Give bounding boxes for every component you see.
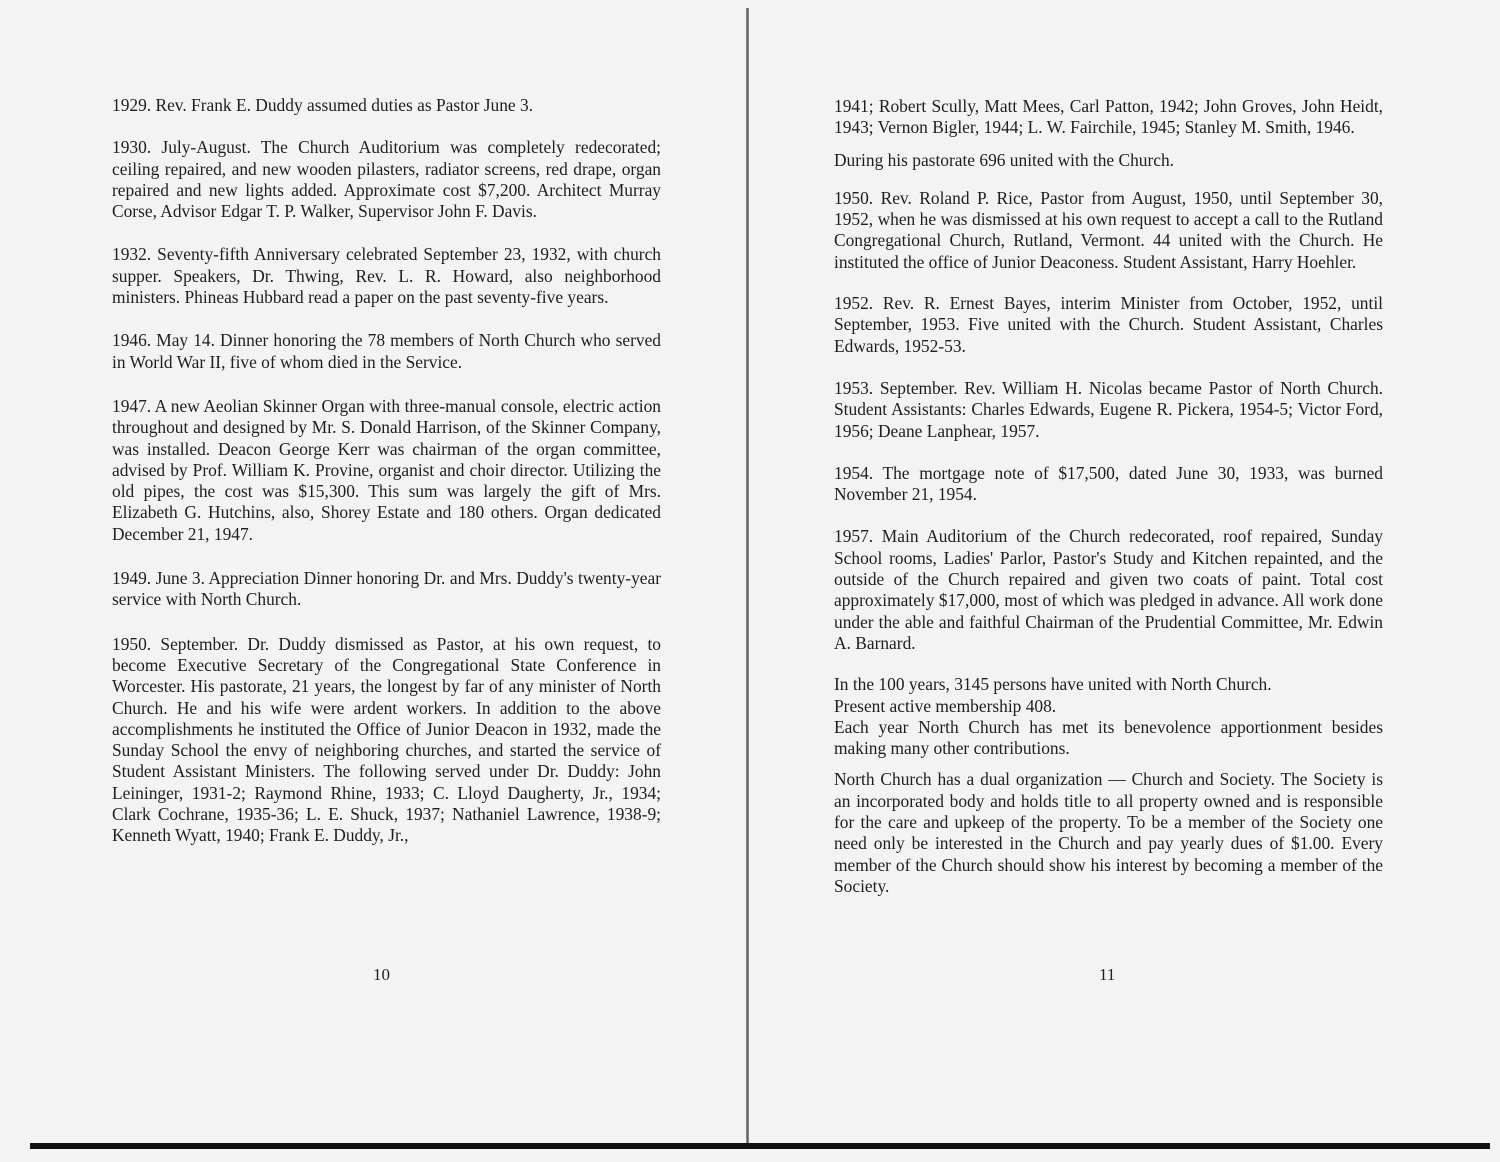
entry-1930: 1930. July-August. The Church Auditorium was completely redecorated; ceiling repaired, and new wooden pilasters, radiator screens, red drape, organ repaired and new lights added. Approximate cost $7,200. Architect Murray Corse, Advisor Edgar T. P. Walker, Supervisor John F. Davis. bbox=[112, 137, 661, 222]
bottom-edge-rule bbox=[30, 1143, 1490, 1149]
entry-dual-organization: North Church has a dual organization — Church and Society. The Society is an incorporated body and holds title to all property owned and is responsible for the care and upkeep of the property. To be a member of the Society one need only be interested in the Church and pay yearly dues of $1.00. Every member of the Church should show his interest by becoming a member of the Society. bbox=[834, 769, 1383, 896]
right-page-text bbox=[834, 96, 1383, 897]
stat-active-membership: Present active membership 408. bbox=[834, 695, 1057, 716]
entry-1932: 1932. Seventy-fifth Anniversary celebrated September 23, 1932, with church supper. Speakers, Dr. Thwing, Rev. L. R. Howard, also neighborhood ministers. Phineas Hubbard read a paper on the past seventy-five years. bbox=[112, 244, 661, 308]
entry-1954: 1954. The mortgage note of $17,500, dated June 30, 1933, was burned November 21, 1954. bbox=[834, 462, 1383, 505]
entry-1950-rice: 1950. Rev. Roland P. Rice, Pastor from August, 1950, until September 30, 1952, when he was dismissed at his own request to accept a call to the Rutland Congregational Church, Rutland, Vermont. 44 united with the Church. He instituted the office of Junior Deaconess. Student Assistant, Harry Hoehler. bbox=[834, 187, 1383, 272]
entry-1952: 1952. Rev. R. Ernest Bayes, interim Minister from October, 1952, until September, 1953. Five united with the Church. Student Assistant, Charles Edwards, 1952-53. bbox=[834, 293, 1383, 356]
page-number-right: 11 bbox=[1099, 965, 1116, 984]
entry-1947: 1947. A new Aeolian Skinner Organ with three-manual console, electric action throughout and designed by Mr. S. Donald Harrison, of the Skinner Company, was installed. Deacon George Kerr was chairman of the organ committee, advised by Prof. William K. Provine, organist and choir director. Utilizing the old pipes, the cost was $15,300. This sum was largely the gift of Mrs. Elizabeth G. Hutchins, also, Shorey Estate and 180 others. Organ dedicated December 21, 1947. bbox=[112, 395, 661, 544]
entry-1929: 1929. Rev. Frank E. Duddy assumed duties as Pastor June 3. bbox=[112, 95, 534, 115]
entry-1953: 1953. September. Rev. William H. Nicolas became Pastor of North Church. Student Assistants: Charles Edwards, Eugene R. Pickera, 1954-5; Victor Ford, 1956; Deane Lanphear, 1957. bbox=[834, 377, 1383, 441]
entry-1949: 1949. June 3. Appreciation Dinner honoring Dr. and Mrs. Duddy's twenty-year service with North Church. bbox=[112, 568, 661, 610]
left-page-text bbox=[112, 95, 661, 847]
stat-members-united: In the 100 years, 3145 persons have united with North Church. bbox=[834, 674, 1272, 695]
entry-continued-assistants: 1941; Robert Scully, Matt Mees, Carl Patton, 1942; John Groves, John Heidt, 1943; Vernon Bigler, 1944; L. W. Fairchile, 1945; Stanley M. Smith, 1946. bbox=[834, 96, 1383, 138]
entry-1950-september: 1950. September. Dr. Duddy dismissed as Pastor, at his own request, to become Executive Secretary of the Congregational State Conference in Worcester. His pastorate, 21 years, the longest by far of any minister of North Church. He and his wife were ardent workers. In addition to the above accomplishments he instituted the Office of Junior Deacon in 1932, made the Sunday School the envy of neighboring churches, and started the service of Student Assistant Ministers. The following served under Dr. Duddy: John Leininger, 1931-2; Raymond Rhine, 1933; C. Lloyd Daugherty, Jr., 1934; Clark Cochrane, 1935-36; L. E. Shuck, 1937; Nathaniel Lawrence, 1938-9; Kenneth Wyatt, 1940; Frank E. Duddy, Jr., bbox=[112, 633, 661, 846]
page-number-left: 10 bbox=[373, 965, 390, 984]
entry-1946: 1946. May 14. Dinner honoring the 78 members of North Church who served in World War II, five of whom died in the Service. bbox=[112, 330, 661, 372]
right-page bbox=[749, 0, 1500, 1140]
entry-1957: 1957. Main Auditorium of the Church redecorated, roof repaired, Sunday School rooms, Ladies' Parlor, Pastor's Study and Kitchen repainted, and the outside of the Church repaired and given two coats of paint. Total cost approximately $17,000, most of which was pledged in advance. All work done under the able and faithful Chairman of the Prudential Committee, Mr. Edwin A. Barnard. bbox=[834, 526, 1383, 653]
stat-benevolence: Each year North Church has met its benevolence apportionment besides making many other contributions. bbox=[834, 716, 1383, 759]
left-page bbox=[0, 0, 748, 1140]
entry-duddy-pastorate-total: During his pastorate 696 united with the Church. bbox=[834, 149, 1175, 170]
